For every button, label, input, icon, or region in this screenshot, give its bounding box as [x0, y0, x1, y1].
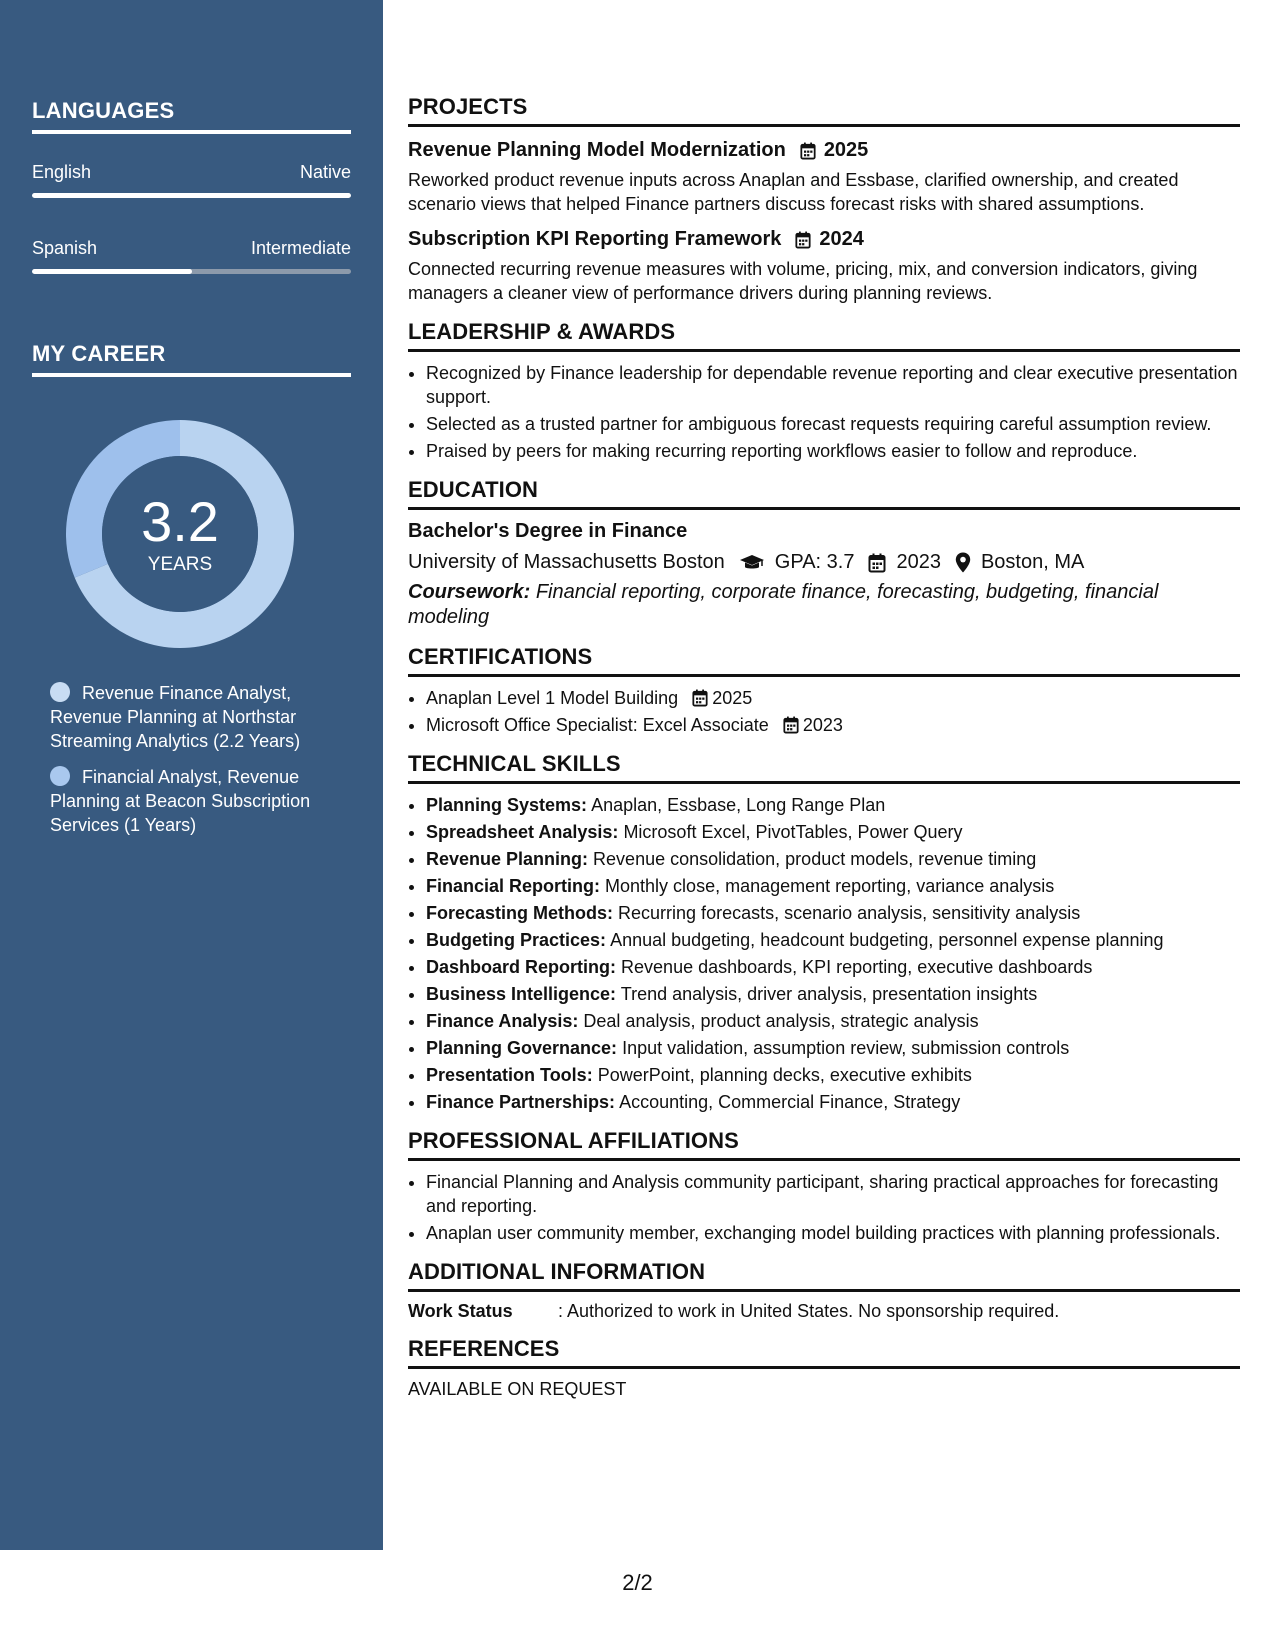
sidebar [0, 0, 383, 1550]
skill-label: Budgeting Practices: [426, 930, 607, 950]
skill-value: Trend analysis, driver analysis, presentation insights [620, 984, 1038, 1004]
education-gpa: GPA: 3.7 [774, 551, 855, 573]
certifications-heading: CERTIFICATIONS [408, 644, 1240, 677]
career-section [32, 341, 351, 377]
affiliations-section [408, 1128, 1240, 1245]
leadership-item: • Recognized by Finance leadership for dependable revenue reporting and clear executive presentation support. [426, 361, 1240, 409]
languages-list [32, 162, 351, 274]
affiliation-item: • Anaplan user community member, exchanging model building practices with planning professionals. [426, 1221, 1240, 1245]
projects-list [408, 139, 1240, 305]
skill-item [426, 820, 1240, 844]
additional-section [408, 1259, 1240, 1322]
projects-section [408, 94, 1240, 305]
education-degree: Bachelor's Degree in Finance [408, 520, 688, 542]
coursework-label: Coursework: [408, 581, 531, 603]
career-heading: MY CAREER [32, 341, 351, 377]
leadership-heading: LEADERSHIP & AWARDS [408, 319, 1240, 352]
projects-heading: PROJECTS [408, 94, 1240, 127]
language-proficiency-bar [32, 269, 351, 274]
career-item-text: Financial Analyst, Revenue Planning at Beacon Subscription Services (1 Years) [50, 767, 311, 835]
languages-heading: LANGUAGES [32, 98, 351, 134]
skill-item [426, 982, 1240, 1006]
skill-item [426, 955, 1240, 979]
work-status-row [408, 1301, 1240, 1322]
career-years-label: YEARS [147, 554, 213, 575]
skill-label: Spreadsheet Analysis: [426, 822, 619, 842]
skills-section [408, 751, 1240, 1114]
skill-label: Presentation Tools: [426, 1065, 593, 1085]
leadership-section [408, 319, 1240, 463]
certification-year: 2023 [802, 715, 843, 735]
skills-list [408, 793, 1240, 1114]
language-level: Intermediate [250, 238, 351, 258]
skill-item [426, 874, 1240, 898]
certifications-section [408, 644, 1240, 737]
skills-heading: TECHNICAL SKILLS [408, 751, 1240, 784]
skill-label: Forecasting Methods: [426, 903, 614, 923]
career-item [50, 765, 340, 837]
project-title: Revenue Planning Model Modernization [408, 139, 786, 161]
calendar-icon [783, 716, 799, 734]
skill-value: Monthly close, management reporting, variance analysis [605, 876, 1055, 896]
skill-value: PowerPoint, planning decks, executive exhibits [597, 1065, 972, 1085]
language-proficiency-fill [32, 193, 351, 198]
additional-heading: ADDITIONAL INFORMATION [408, 1259, 1240, 1292]
skill-item [426, 1090, 1240, 1114]
skill-value: Input validation, assumption review, submission controls [622, 1038, 1070, 1058]
languages-section [32, 98, 351, 274]
skill-label: Finance Partnerships: [426, 1092, 616, 1112]
coursework-text: Financial reporting, corporate finance, forecasting, budgeting, financial modeling [408, 581, 1159, 628]
skill-value: Annual budgeting, headcount budgeting, personnel expense planning [610, 930, 1164, 950]
certifications-list [408, 686, 1240, 737]
language-name: Spanish [32, 238, 98, 258]
project-description: Connected recurring revenue measures with volume, pricing, mix, and conversion indicators, giving managers a cleaner view of performance drivers during planning reviews. [408, 259, 1198, 303]
skill-value: Anaplan, Essbase, Long Range Plan [591, 795, 886, 815]
skill-value: Accounting, Commercial Finance, Strategy [619, 1092, 961, 1112]
project-year: 2024 [819, 228, 864, 250]
calendar-icon [795, 231, 811, 249]
calendar-icon [868, 553, 886, 573]
certification-name: • Microsoft Office Specialist: Excel Associate [426, 715, 769, 735]
education-heading: EDUCATION [408, 477, 1240, 510]
work-status-value: : Authorized to work in United States. No sponsorship required. [558, 1301, 1060, 1321]
certification-year: 2025 [712, 688, 753, 708]
education-details [408, 551, 1240, 574]
career-donut-chart [66, 420, 294, 648]
skill-item [426, 901, 1240, 925]
skill-label: Revenue Planning: [426, 849, 589, 869]
career-total-years: 3.2 [141, 490, 219, 553]
affiliations-list [408, 1170, 1240, 1245]
calendar-icon [800, 142, 816, 160]
leadership-item: • Praised by peers for making recurring reporting workflows easier to follow and reproduce. [426, 439, 1240, 463]
project-title: Subscription KPI Reporting Framework [408, 228, 782, 250]
work-status-label: Work Status [408, 1301, 513, 1321]
graduation-cap-icon [739, 554, 765, 572]
skill-value: Revenue dashboards, KPI reporting, executive dashboards [621, 957, 1093, 977]
career-list [50, 681, 340, 849]
map-pin-icon [955, 552, 971, 573]
language-proficiency-bar [32, 193, 351, 198]
certification-name: • Anaplan Level 1 Model Building [426, 688, 679, 708]
skill-item [426, 847, 1240, 871]
references-text: AVAILABLE ON REQUEST [408, 1379, 627, 1399]
main-content [408, 94, 1240, 1414]
skill-item [426, 793, 1240, 817]
career-legend-dot [50, 766, 70, 786]
career-item-text: Revenue Finance Analyst, Revenue Planning at Northstar Streaming Analytics (2.2 Years) [50, 683, 301, 751]
skill-value: Revenue consolidation, product models, revenue timing [593, 849, 1037, 869]
language-row [32, 238, 351, 259]
certification-row [426, 686, 752, 710]
skill-item [426, 1036, 1240, 1060]
language-proficiency-fill [32, 269, 192, 274]
career-legend-dot [50, 682, 70, 702]
skill-value: Deal analysis, product analysis, strategic analysis [583, 1011, 979, 1031]
education-school: University of Massachusetts Boston [408, 551, 725, 573]
references-section [408, 1336, 1240, 1400]
education-year: 2023 [896, 551, 941, 573]
career-donut-center [66, 420, 294, 648]
education-section [408, 477, 1240, 630]
project-title-row [408, 139, 1240, 162]
language-name: English [32, 162, 92, 182]
references-heading: REFERENCES [408, 1336, 1240, 1369]
project-description: Reworked product revenue inputs across Anaplan and Essbase, clarified ownership, and created scenario views that helped Finance partners discuss forecast risks with shared assumptions. [408, 170, 1179, 214]
page-number: 2/2 [622, 1570, 653, 1595]
skill-item [426, 1063, 1240, 1087]
skill-label: Business Intelligence: [426, 984, 617, 1004]
language-row [32, 162, 351, 183]
affiliation-item: • Financial Planning and Analysis community participant, sharing practical approaches for forecasting and reporting. [426, 1170, 1240, 1218]
skill-label: Planning Governance: [426, 1038, 618, 1058]
language-level: Native [299, 162, 351, 182]
skill-label: Dashboard Reporting: [426, 957, 617, 977]
calendar-icon [692, 689, 708, 707]
skill-value: Recurring forecasts, scenario analysis, sensitivity analysis [618, 903, 1081, 923]
education-location: Boston, MA [980, 551, 1085, 573]
leadership-item: • Selected as a trusted partner for ambiguous forecast requests requiring careful assumption review. [426, 412, 1240, 436]
project-title-row [408, 228, 1240, 251]
skill-label: Finance Analysis: [426, 1011, 579, 1031]
skill-label: Planning Systems: [426, 795, 588, 815]
skill-item [426, 928, 1240, 952]
certification-item [426, 686, 1240, 710]
project-year: 2025 [823, 139, 869, 161]
skill-value: Microsoft Excel, PivotTables, Power Query [623, 822, 963, 842]
leadership-list [408, 361, 1240, 463]
education-coursework [408, 580, 1240, 630]
certification-row [426, 713, 843, 737]
skill-label: Financial Reporting: [426, 876, 601, 896]
career-item [50, 681, 340, 753]
affiliations-heading: PROFESSIONAL AFFILIATIONS [408, 1128, 1240, 1161]
certification-item [426, 713, 1240, 737]
skill-item [426, 1009, 1240, 1033]
